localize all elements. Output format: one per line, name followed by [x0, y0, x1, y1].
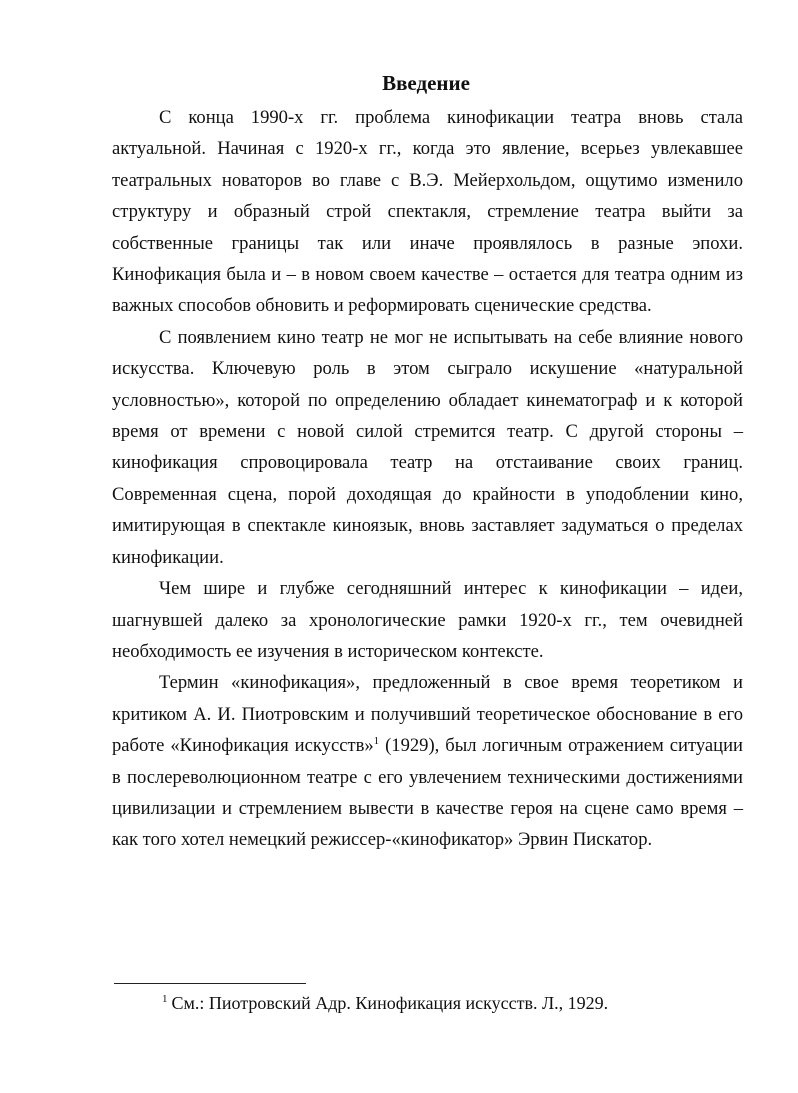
- body-text: [112, 102, 743, 856]
- page-title: Введение: [382, 71, 470, 95]
- paragraph-3: Чем шире и глубже сегодняшний интерес к кинофикации – идеи, шагнувшей далеко за хронологические рамки 1920-х гг., тем очевидней необходимость ее изучения в историческом контексте.: [112, 578, 743, 662]
- footnote-reference[interactable]: 1: [373, 735, 380, 748]
- paragraph-4-before-note: Термин «кинофикация», предложенный в свое время теоретиком и критиком А. И. Пиотровским и получивший теоретическое обоснование в его работе «Кинофикация искусств»: [112, 672, 743, 757]
- footnote-mark: 1: [162, 993, 168, 1005]
- paragraph-1: С конца 1990-х гг. проблема кинофикации театра вновь стала актуальной. Начиная с 1920-х гг., когда это явление, всерьез увлекавшее театральных новаторов во главе с В.Э. Мейерхольдом, ощутимо изменило структуру и образный строй спектакля, стремление театра выйти за собственные границы так или иначе проявлялось в разные эпохи. Кинофикация была и – в новом своем качестве – остается для театра одним из важных способов обновить и реформировать сценические средства.: [112, 107, 743, 317]
- paragraph-4: [112, 667, 743, 855]
- footnote-divider: [114, 983, 306, 984]
- paragraph-4-after-note: (1929), был логичным отражением ситуации в послереволюционном театре с его увлечением техническими достижениями цивилизации и стремлением вывести в качестве героя на сцене само время – как того хотел немецкий режиссер-«кинофикатор» Эрвин Пискатор.: [112, 735, 743, 851]
- paragraph-2: С появлением кино театр не мог не испытывать на себе влияние нового искусства. Ключевую роль в этом сыграло искушение «натуральной условностью», которой по определению обладает кинематограф и к которой время от времени с новой силой стремится театр. С другой стороны – кинофикация спровоцировала театр на отстаивание своих границ. Современная сцена, порой доходящая до крайности в уподоблении кино, имитирующая в спектакле киноязык, вновь заставляет задуматься о пределах кинофикации.: [112, 326, 743, 568]
- footnote: [162, 990, 722, 1016]
- footnote-text: См.: Пиотровский Адр. Кинофикация искусств. Л., 1929.: [171, 993, 609, 1013]
